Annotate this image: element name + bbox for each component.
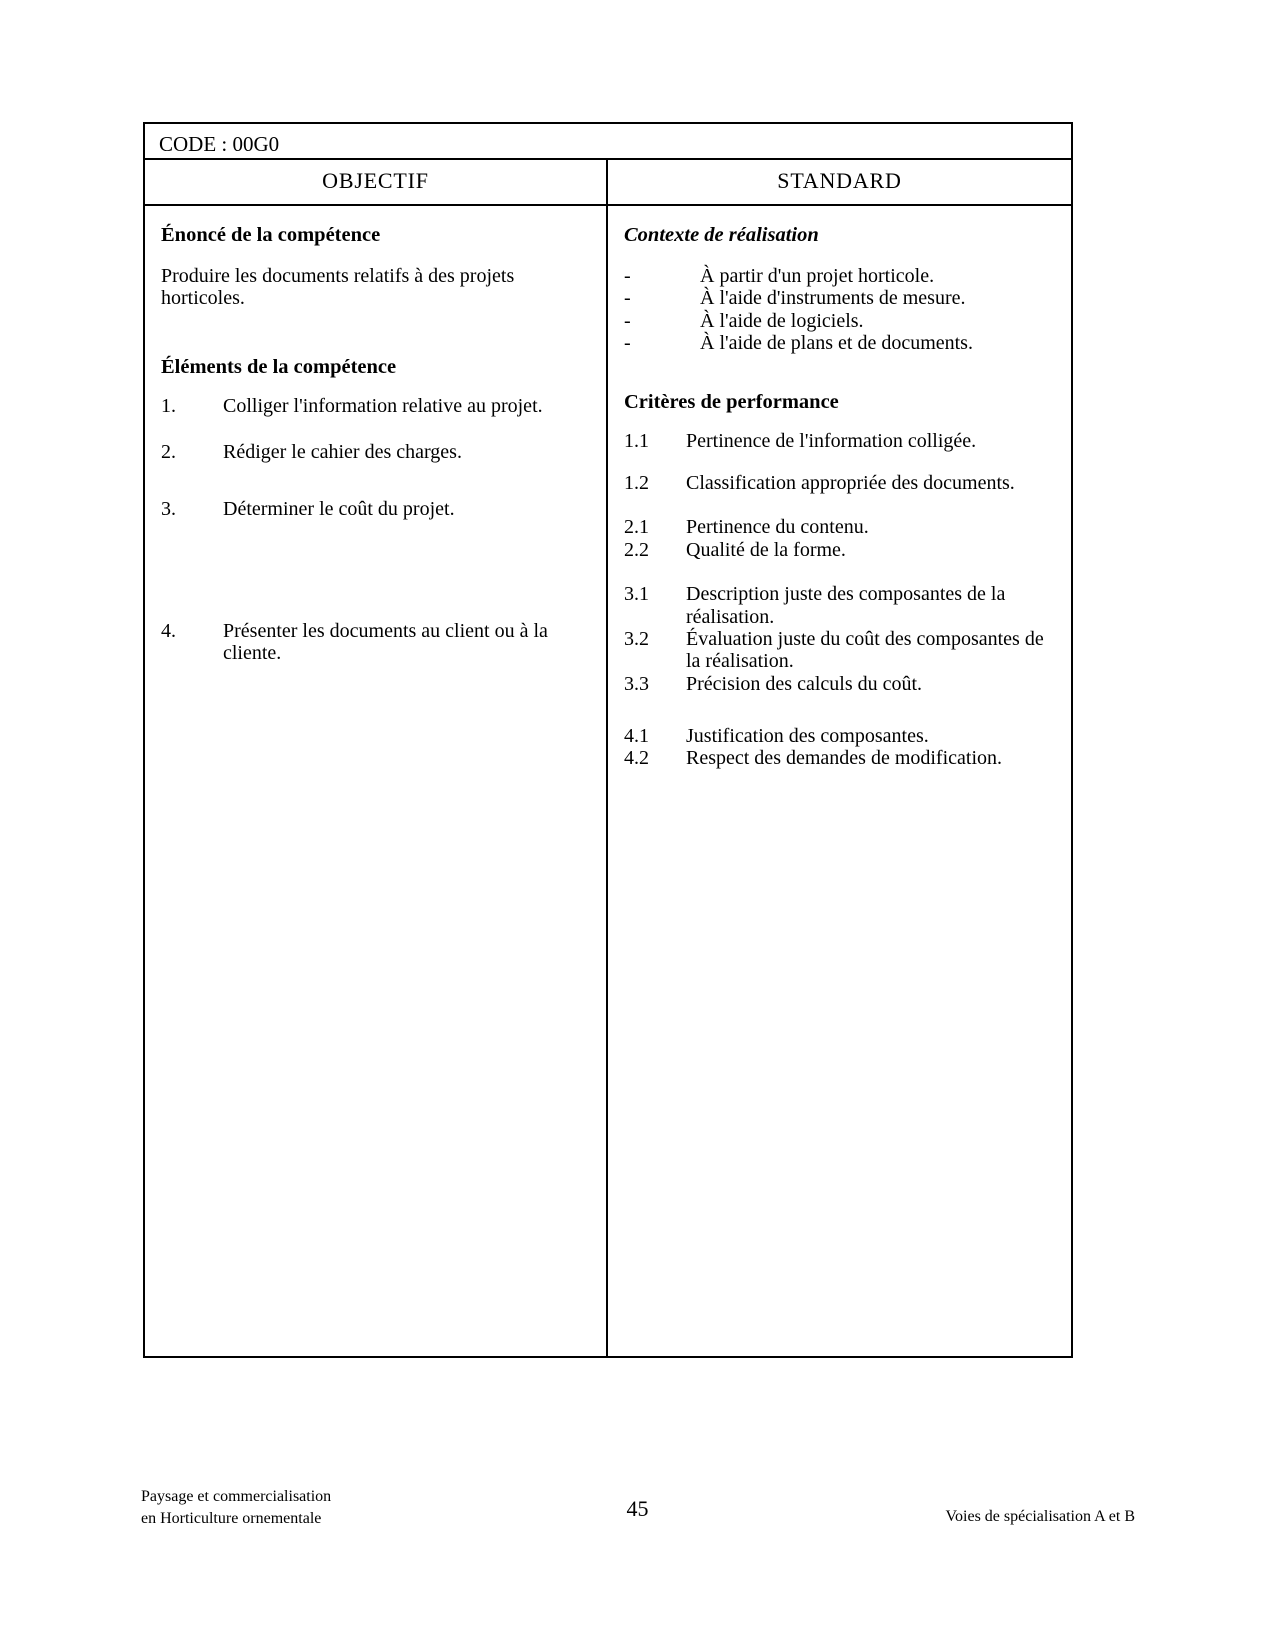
list-item [624, 472, 1055, 494]
list-item [624, 583, 1055, 628]
context-text: À partir d'un projet horticole. [700, 265, 935, 287]
context-text: À l'aide de logiciels. [700, 309, 864, 332]
context-bullet: - [624, 265, 631, 287]
criterion-text: Classification appropriée des documents. [686, 471, 1015, 494]
elements-list [161, 395, 590, 665]
list-item [624, 430, 1055, 452]
criterion-number: 3.3 [624, 672, 649, 695]
criterion-text: Respect des demandes de modification. [686, 747, 1003, 770]
list-item [161, 395, 590, 417]
criterion-number: 4.1 [624, 725, 649, 748]
element-number: 1. [161, 394, 176, 417]
criterion-text: Qualité de la forme. [686, 538, 846, 561]
context-title: Contexte de réalisation [624, 224, 819, 246]
criterion-text: Description juste des composantes de la réalisation. [686, 583, 1006, 628]
criterion-number: 3.2 [624, 627, 649, 650]
list-item [624, 539, 1055, 561]
criteria-group [624, 725, 1055, 770]
list-item [624, 747, 1055, 769]
element-text: Rédiger le cahier des charges. [223, 441, 462, 464]
list-item [624, 673, 1055, 695]
criteria-group [624, 516, 1055, 561]
list-item [161, 620, 590, 665]
footer-right: Voies de spécialisation A et B [945, 1508, 1135, 1525]
criterion-text: Justification des composantes. [686, 725, 929, 748]
criterion-text: Précision des calculs du coût. [686, 672, 923, 695]
list-item [624, 628, 1055, 673]
list-item [624, 332, 1055, 354]
context-bullet: - [624, 309, 631, 332]
objectif-column [145, 206, 608, 1356]
criterion-text: Évaluation juste du coût des composantes de la réalisation. [686, 627, 1044, 673]
elements-title: Éléments de la compétence [161, 355, 397, 378]
list-item [624, 310, 1055, 332]
criterion-text: Pertinence du contenu. [686, 516, 869, 539]
list-item [161, 498, 590, 520]
element-number: 3. [161, 497, 176, 520]
footer-left-line2: en Horticulture ornementale [141, 1509, 322, 1527]
list-item [624, 287, 1055, 309]
criterion-number: 2.1 [624, 516, 649, 539]
criterion-number: 1.1 [624, 429, 649, 452]
element-text: Présenter les documents au client ou à la cliente. [223, 619, 548, 665]
standard-column [608, 206, 1071, 1356]
context-bullet: - [624, 332, 631, 355]
table-header-row [145, 160, 1071, 206]
context-list [624, 265, 1055, 355]
list-item [161, 441, 590, 463]
table-body-row [145, 206, 1071, 1356]
competency-table [143, 122, 1073, 1358]
element-text: Déterminer le coût du projet. [223, 497, 455, 520]
element-number: 4. [161, 619, 176, 642]
criteria-group [624, 430, 1055, 495]
context-text: À l'aide de plans et de documents. [700, 332, 973, 355]
criterion-number: 4.2 [624, 747, 649, 770]
page-number: 45 [626, 1496, 649, 1521]
column-header-objectif: OBJECTIF [145, 160, 608, 204]
column-header-standard: STANDARD [777, 168, 902, 193]
criteria-title: Critères de performance [624, 390, 839, 413]
criterion-number: 1.2 [624, 471, 649, 494]
list-item [624, 516, 1055, 538]
list-item [624, 725, 1055, 747]
criteria-group [624, 583, 1055, 695]
criterion-text: Pertinence de l'information colligée. [686, 429, 977, 452]
criterion-number: 3.1 [624, 583, 649, 606]
list-item [624, 265, 1055, 287]
criterion-number: 2.2 [624, 538, 649, 561]
footer-left-line1: Paysage et commercialisation [141, 1488, 332, 1505]
element-number: 2. [161, 441, 176, 464]
competence-statement-title: Énoncé de la compétence [161, 224, 381, 246]
page-footer [0, 1486, 1275, 1546]
context-text: À l'aide d'instruments de mesure. [700, 287, 966, 310]
element-text: Colliger l'information relative au projet. [223, 394, 543, 417]
context-bullet: - [624, 287, 631, 310]
competence-statement-text: Produire les documents relatifs à des projets horticoles. [161, 265, 515, 310]
code-row: CODE : 00G0 [145, 124, 1071, 160]
